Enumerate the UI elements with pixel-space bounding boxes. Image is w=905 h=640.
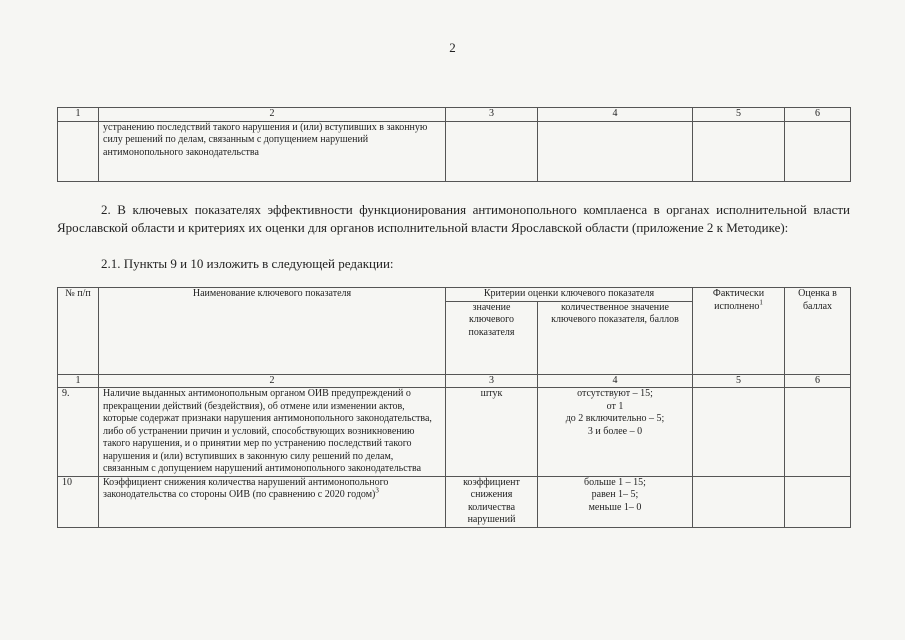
fact-cell <box>693 388 785 477</box>
indicators-table <box>57 287 851 528</box>
score-cell <box>785 388 851 477</box>
cell-name: устранению последствий такого нарушения и (или) вступивших в законную силу решений по делам, связанным с допущением нарушений антимонопольного законодательства <box>99 121 446 181</box>
column-number: 5 <box>693 108 785 122</box>
score-line: до 2 включительно – 5; <box>565 413 665 424</box>
row-number: 10 <box>58 476 99 527</box>
cell-score <box>785 121 851 181</box>
column-number: 4 <box>538 374 693 388</box>
header-value: значение ключевого показателя <box>446 301 538 374</box>
indicator-scores <box>538 388 693 477</box>
paragraph-2: 2. В ключевых показателях эффективности функционирования антимонопольного комплаенса в органах исполнительной власти Ярославской области и критериях их оценки для органов исполнительной власти Ярославской области (приложение 2 к Методике): <box>57 202 850 235</box>
column-number: 6 <box>785 374 851 388</box>
cell-value <box>446 121 538 181</box>
header-number: № п/п <box>58 288 99 375</box>
indicator-name <box>99 476 446 527</box>
score-line: от 1 <box>606 400 624 412</box>
indicator-unit: штук <box>446 388 538 477</box>
paragraph-2-1: 2.1. Пункты 9 и 10 изложить в следующей редакции: <box>101 256 394 271</box>
score-line: равен 1– 5; <box>591 489 639 500</box>
indicator-scores <box>538 476 693 527</box>
column-number: 5 <box>693 374 785 388</box>
column-number: 3 <box>446 374 538 388</box>
continuation-table <box>57 107 851 182</box>
footnote-mark: 3 <box>375 486 379 495</box>
footnote-mark: 1 <box>759 298 763 307</box>
score-line: отсутствуют – 15; <box>577 388 653 399</box>
score-line: больше 1 – 15; <box>584 476 646 488</box>
table-row <box>58 388 851 477</box>
table-row <box>58 121 851 181</box>
column-number: 1 <box>58 374 99 388</box>
column-number: 4 <box>538 108 693 122</box>
header-criteria: Критерии оценки ключевого показателя <box>446 288 693 302</box>
page-number: 2 <box>449 40 456 55</box>
indicator-unit: коэффициент снижения количества нарушений <box>446 476 538 527</box>
column-number-row <box>58 108 851 122</box>
column-number: 2 <box>99 108 446 122</box>
header-fact-text: Фактически исполнено <box>712 288 765 312</box>
header-name: Наименование ключевого показателя <box>99 288 446 375</box>
header-score: Оценка в баллах <box>785 288 851 375</box>
indicator-name-text: Коэффициент снижения количества нарушений антимонопольного законодательства со стороны ОИВ (по сравнению с 2020 годом) <box>103 476 389 500</box>
table-row <box>58 476 851 527</box>
cell-fact <box>693 121 785 181</box>
cell-num <box>58 121 99 181</box>
fact-cell <box>693 476 785 527</box>
cell-quant <box>538 121 693 181</box>
header-row <box>58 288 851 302</box>
column-number: 6 <box>785 108 851 122</box>
indicator-name: Наличие выданных антимонопольным органом ОИВ предупреждений о прекращении действий (бездействия), об отмене или изменении актов, которые содержат признаки нарушения антимонопольного законодательства, либо об устранении причин и условий, способствующих возникновению такого нарушения, и о принятии мер по устранению последствий такого нарушения и (или) вступивших в законную силу решений по делам, связанным с допущением нарушений антимонопольного законодательства <box>99 388 446 477</box>
score-line: меньше 1– 0 <box>588 501 642 513</box>
score-line: 3 и более – 0 <box>587 425 643 437</box>
column-number: 3 <box>446 108 538 122</box>
header-quant: количественное значение ключевого показателя, баллов <box>538 301 693 374</box>
column-number: 2 <box>99 374 446 388</box>
header-fact <box>693 288 785 375</box>
row-number: 9. <box>58 388 99 477</box>
column-number: 1 <box>58 108 99 122</box>
column-number-row <box>58 374 851 388</box>
score-cell <box>785 476 851 527</box>
